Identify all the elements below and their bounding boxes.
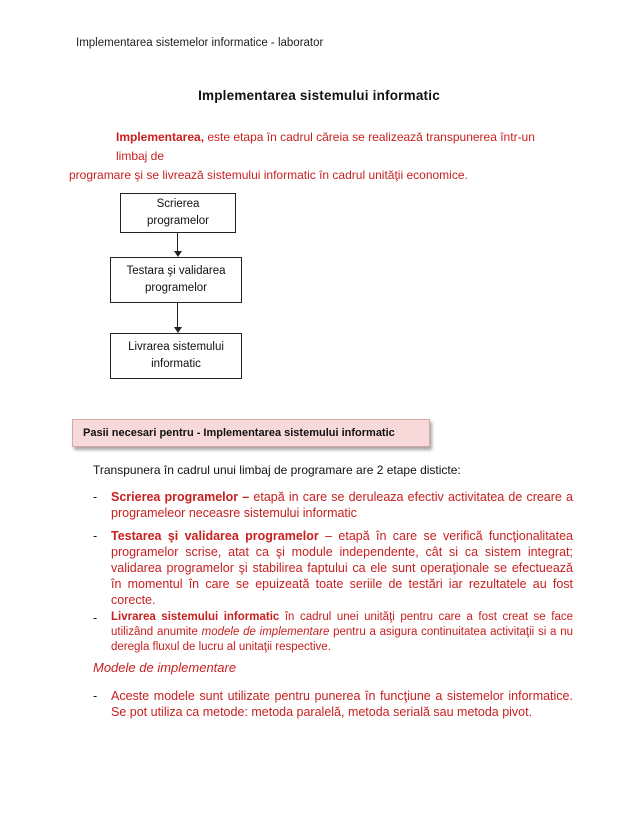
- steps-banner: Pasii necesari pentru - Implementarea sistemului informatic: [72, 419, 430, 447]
- list-item-testing: [93, 528, 573, 608]
- list-item-writing-term: Scrierea programelor –: [111, 490, 250, 504]
- flow-box2-line2: programelor: [144, 282, 207, 294]
- intro-paragraph: [69, 128, 566, 185]
- models-item: [93, 688, 573, 720]
- page-header: Implementarea sistemelor informatice - laborator: [76, 37, 324, 49]
- list-item-testing-text: – etapă în care se verifică funcţionalitatea programelor scrise, atat ca şi module independente, cât si ca sistem integrat; validarea programelor şi stabilirea faptului ca ele sunt operaţionale se efectuează în momentul în care se epuizeată toate seriile de testări iar rezultatele au fost corecte.: [111, 529, 574, 607]
- list-dash: -: [93, 689, 98, 703]
- flow-arrow-2-line: [177, 303, 178, 327]
- flow-box3-line1: Livrarea sistemului: [128, 341, 224, 353]
- flow-box-delivery: [110, 333, 242, 379]
- flow-box1-line2: programelor: [147, 215, 209, 227]
- list-item-testing-term: Testarea şi validarea programelor: [111, 529, 319, 543]
- list-dash: -: [93, 611, 98, 625]
- list-item-delivery-body: [111, 610, 573, 655]
- list-item-delivery-italic: modele de implementare: [201, 626, 330, 638]
- list-item-delivery-text: în cadrul unei unităţi pentru care a fost creat se face utilizând anumite: [111, 611, 573, 638]
- list-item-writing-text: etapă in care se deruleaza efectiv activitatea de creare a programeleor neceasre sistemului informatic: [111, 490, 573, 520]
- models-heading: Modele de implementare: [93, 660, 237, 675]
- intro-term: Implementarea,: [116, 130, 205, 144]
- list-item-delivery-term: Livrarea sistemului informatic: [111, 611, 280, 623]
- list-item-delivery: [93, 610, 573, 655]
- list-item-delivery-text2: pentru a asigura continuitatea activitaţii si a nu deregla fluxul de lucru al unitaţii respective.: [111, 626, 573, 653]
- list-item-writing: [93, 489, 573, 521]
- list-dash: -: [93, 490, 98, 504]
- intro-line1-text: este etapa în cadrul căreia se realizează transpunerea într-un limbaj de: [116, 130, 535, 163]
- models-item-text: Aceste modele sunt utilizate pentru punerea în funcţiune a sistemelor informatice. Se pot utiliza ca metode: metoda paralelă, metoda serială sau metoda pivot.: [111, 689, 573, 719]
- flow-box2-line1: Testara şi validarea: [126, 265, 226, 277]
- flow-box1-line1: Scrierea: [156, 198, 200, 210]
- document-title: Implementarea sistemului informatic: [198, 88, 440, 103]
- intro-line-2: programare şi se livrează sistemului informatic în cadrul unităţii economice.: [69, 168, 468, 182]
- list-item-writing-body: [111, 489, 573, 521]
- stages-intro: Transpunera în cadrul unui limbaj de programare are 2 etape disticte:: [93, 463, 461, 477]
- flow-arrow-1-line: [177, 233, 178, 251]
- flow-box-testing: [110, 257, 242, 303]
- intro-line-1: [76, 128, 566, 166]
- flow-box3-line2: informatic: [151, 358, 201, 370]
- list-dash: -: [93, 529, 98, 543]
- list-item-testing-body: [111, 528, 573, 608]
- flow-box-writing: [120, 193, 236, 233]
